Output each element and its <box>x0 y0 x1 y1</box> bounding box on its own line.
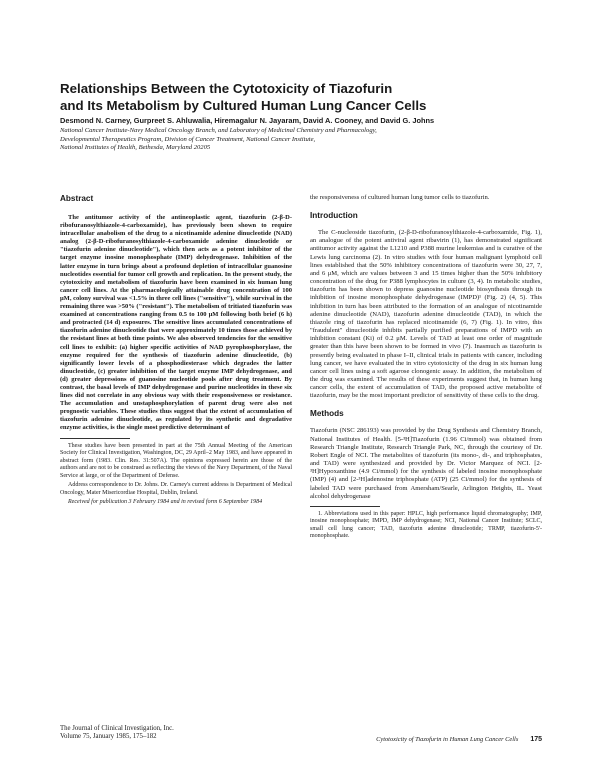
methods-heading: Methods <box>310 409 344 419</box>
abbrev-footnote-text: 1. Abbreviations used in this paper: HPLC, high performance liquid chromatography; IMP, inosine monophosphate; IMPD, IMP dehydrogenase; NCI, National Cancer Institute; SCLC, small cell lung cancer; TAD, tiazofurin adenine dinucleotide; TRMP, tiazofurin-5'-monophosphate. <box>310 510 542 540</box>
abstract-cont-text: the responsiveness of cultured human lung tumor cells to tiazofurin. <box>310 194 490 201</box>
footnote-presentation: These studies have been presented in part at the 75th Annual Meeting of the American Society for Clinical Investigation, Washington, DC, 29 April–2 May 1983, and have appeared in abstract form (1983. Clin. Res. 31:507A). The opinions expressed herein are those of the authors and are not to be construed as reflecting the views of the Navy Department, of the Naval Service at large, or of the Department of Defense. <box>60 442 292 479</box>
abstract-heading: Abstract <box>60 194 94 203</box>
journal-line-2: Volume 75, January 1985, 175–182 <box>60 733 157 741</box>
footnotes <box>60 443 292 507</box>
journal-info <box>60 725 300 742</box>
methods-text: Tiazofurin (NSC 286193) was provided by the Drug Synthesis and Chemistry Branch, National Institutes of Health. [5-³H]Tiazofurin (1.96 Ci/mmol) was obtained from Research Triangle Institute, Research Triangle Park, NC, through the courtesy of Dr. Robert Engle of NCI. The metabolites of tiazofurin (its mono-, di-, and triphosphates, and TAD) were synthesized and provided by Dr. Victor Marquez of NCI. [2-³H]Hypoxanthine (4.9 Ci/mmol) for the synthesis of labeled inosine monophosphate (IMP) (4) and [2-³H]adenosine triphosphate (ATP) (25 Ci/mmol) for the synthesis of labeled TAD were purchased from Amersham/Searle, Arlington Heights, IL. Yeast alcohol dehydrogenase <box>310 427 542 500</box>
received-text: Received for publication 3 February 1984 and in revised form 6 September 1984 <box>68 499 263 506</box>
abstract-continuation <box>310 194 542 202</box>
affiliation-2: Developmental Therapeutics Program, Division of Cancer Treatment, National Cancer Institute, <box>60 135 316 143</box>
abbrev-footnote-rule <box>310 506 380 507</box>
left-column <box>60 194 292 509</box>
footnote-address: Address correspondence to Dr. Johns. Dr. Carney's current address is Department of Medical Oncology, Mater Misericordiae Hospital, Dublin, Ireland. <box>60 482 292 496</box>
affiliation-3: National Institutes of Health, Bethesda, Maryland 20205 <box>60 144 211 152</box>
page-number: 175 <box>530 736 542 743</box>
abstract-text: The antitumor activity of the antineoplastic agent, tiazofurin (2-β-D-ribofuranosylthiazole-4-carboxamide), has previously been shown to require intracellular anabolism of the drug to a nicotinamide adenine dinucleotide (NAD) analog (2-β-D-ribofuranosylthiazole-4-carboxamide adenine dinucleotide or "tiazofurin adenine dinucleotide"), which then acts as a potent inhibitor of the target enzyme inosine monophosphate (IMP) dehydrogenase. Inhibition of the latter enzyme in turn brings about a profound depletion of intracellular guanosine nucleotides essential for tumor cell growth and replication. In the present study, the cytotoxicity and metabolism of tiazofurin have been examined in six human lung cancer cell lines. At the pharmacologically attainable drug concentration of 100 μM, colony survival was <1.5% in three cell lines ("sensitive"), while survival in the remaining three was >50% ("resistant"). The metabolism of tritiated tiazofurin was examined at concentrations ranging from 0.5 to 100 μM following both brief (6 h) and protracted (14 d) exposures. The sensitive lines accumulated concentrations of tiazofurin adenine dinucleotide that were approximately 10 times those achieved by the resistant lines at both time points. We also observed tendencies for the sensitive cell lines to exhibit: (a) higher specific activities of NAD pyrophosphorylase, the enzyme required for the synthesis of tiazofurin adenine dinucleotide, (b) significantly lower levels of a phosphodiesterase which degrades the latter dinucleotide, (c) greater inhibition of the target enzyme IMP dehydrogenase, and (d) greater depressions of guanosine nucleotide pools after drug treatment. By contrast, the basal levels of IMP dehydrogenase and purine nucleotides in these six lines did not correlate in any obvious way with their responsiveness or resistance. The accumulation and unstaphosphorylation of parent drug were also not prognostic variables. These studies thus suggest that the extent of accumulation of tiazofurin adenine dinucleotide, as regulated by its synthetic and degradative enzyme activities, is the single most predictive determinant of <box>60 214 292 432</box>
introduction-text: The C-nucleoside tiazofurin, (2-β-D-ribofuranosylthiazole-4-carboxamide, Fig. 1), an analogue of the potent antiviral agent ribavirin (1), has demonstrated significant antitumor activity against the L1210 and P388 murine leukemias and is curative of the Lewis lung carcinoma (2). In vitro studies with four human malignant lymphoid cell lines established that the 50% inhibitory concentrations of tiazofurin were 30, 27, 7, and 6 μM, which are values between 3 and 15 times higher than the 50% inhibitory concentration of the drug for P388 lymphocytes in culture (3, 4). In metabolic studies, tiazofurin has been shown to depress guanosine nucleotide biosynthesis through its inhibition of inosine monophosphate dehydrogenase (IMPD)¹ (Fig. 2) (4, 5). This inhibition in turn has been attributed to the formation of an analogue of nicotinamide adenine dinucleotide (NAD), tiazofurin adenine dinucleotide (TAD), in which the thiazole ring of tiazofurin has replaced nicotinamide (6, 7) (Fig. 1). In vitro, this "fraudulent" dinucleotide inhibits partially purified preparations of IMPD with an inhibition constant (Ki) of 0.2 μM. Levels of TAD at least one order of magnitude greater than this have been shown to be formed in vivo (7). Inasmuch as tiazofurin is presently being evaluated in phase I–II, clinical trials in patients with cancer, including lung cancer, we have evaluated the in vitro cytotoxicity of the drug in six human lung cancer cell lines using a soft agarose clonogenic assay. In addition, the metabolism of the drug was examined. The results of these experiments suggest that, in human lung cancer cells, the extent of accumulation of TAD, the proposed active metabolite of tiazofurin, may be the most important predictor of sensitivity of these cells to the drug. <box>310 229 542 400</box>
title-line-1: Relationships Between the Cytotoxicity of Tiazofurin <box>60 81 393 96</box>
methods-body <box>310 427 542 500</box>
abstract-body <box>60 214 292 433</box>
introduction-body <box>310 229 542 400</box>
running-head-text: Cytotoxicity of Tiazofurin in Human Lung Cancer Cells <box>376 736 519 743</box>
article-title <box>60 80 540 114</box>
author-list: Desmond N. Carney, Gurpreet S. Ahluwalia, Hiremagalur N. Jayaram, David A. Cooney, and David G. Johns <box>60 116 435 125</box>
introduction-heading: Introduction <box>310 211 358 221</box>
running-footer <box>310 736 542 744</box>
abbrev-footnote <box>310 511 542 541</box>
footnote-rule <box>60 438 130 439</box>
title-line-2: and Its Metabolism by Cultured Human Lung Cancer Cells <box>60 98 427 113</box>
affiliations <box>60 127 530 153</box>
right-column <box>310 194 542 543</box>
journal-line-1: The Journal of Clinical Investigation, Inc. <box>60 725 174 732</box>
footnote-received <box>60 499 292 507</box>
affiliation-1: National Cancer Institute-Navy Medical Oncology Branch, and Laboratory of Medicinal Chemistry and Pharmacology, <box>60 127 377 134</box>
